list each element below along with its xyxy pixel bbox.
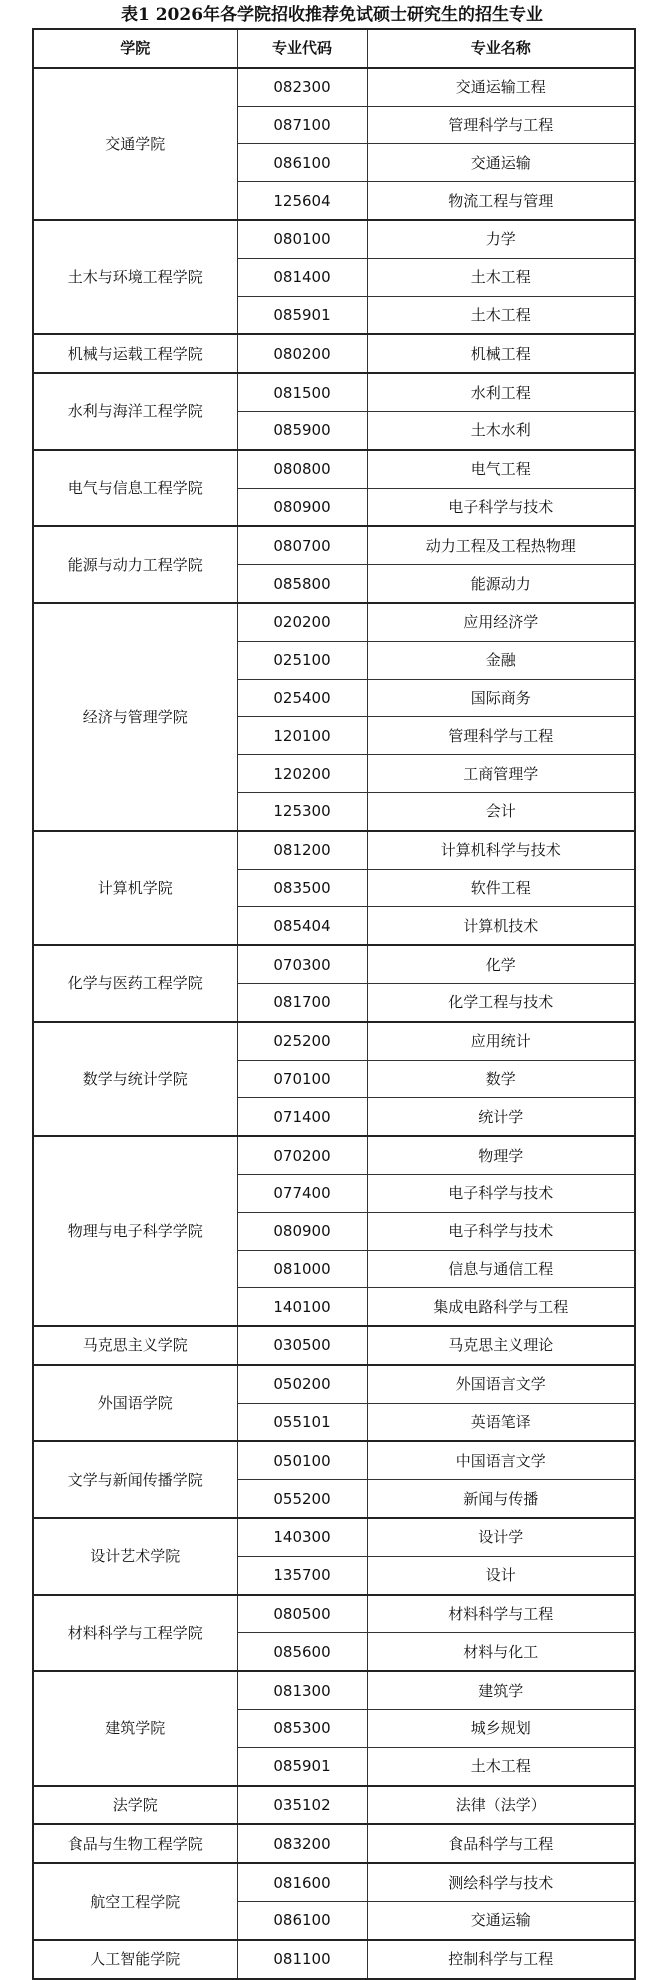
- college-cell: 水利与海洋工程学院: [33, 373, 237, 450]
- major-name-cell: 新闻与传播: [367, 1480, 635, 1518]
- major-code-cell: 071400: [237, 1098, 367, 1136]
- major-name-cell: 外国语言文学: [367, 1365, 635, 1403]
- major-name-cell: 控制科学与工程: [367, 1940, 635, 1979]
- table-row: [33, 68, 635, 106]
- header-major-name: 专业名称: [367, 29, 635, 68]
- table-row: [33, 1136, 635, 1174]
- table-title: 表1 2026年各学院招收推荐免试硕士研究生的招生专业: [120, 5, 544, 25]
- major-code-cell: 125300: [237, 792, 367, 830]
- major-name-cell: 土木工程: [367, 258, 635, 296]
- major-name-cell: 土木工程: [367, 296, 635, 334]
- major-name-cell: 数学: [367, 1060, 635, 1098]
- college-cell: 法学院: [33, 1786, 237, 1825]
- major-code-cell: 070200: [237, 1136, 367, 1174]
- major-code-cell: 086100: [237, 1902, 367, 1940]
- table-row: [33, 1671, 635, 1709]
- major-name-cell: 机械工程: [367, 334, 635, 373]
- majors-table: [32, 28, 636, 1980]
- major-name-cell: 应用统计: [367, 1022, 635, 1060]
- college-cell: 材料科学与工程学院: [33, 1595, 237, 1672]
- major-code-cell: 085901: [237, 296, 367, 334]
- major-name-cell: 化学工程与技术: [367, 983, 635, 1021]
- major-code-cell: 035102: [237, 1786, 367, 1825]
- major-name-cell: 土木工程: [367, 1747, 635, 1785]
- college-cell: 设计艺术学院: [33, 1518, 237, 1595]
- major-code-cell: 085300: [237, 1710, 367, 1748]
- college-cell: 化学与医药工程学院: [33, 945, 237, 1022]
- college-cell: 食品与生物工程学院: [33, 1824, 237, 1863]
- major-code-cell: 125604: [237, 182, 367, 220]
- table-row: [33, 1940, 635, 1979]
- table-row: [33, 1595, 635, 1633]
- major-name-cell: 软件工程: [367, 869, 635, 907]
- table-row: [33, 334, 635, 373]
- major-code-cell: 087100: [237, 106, 367, 144]
- table-row: [33, 603, 635, 641]
- table-row: [33, 1022, 635, 1060]
- major-name-cell: 动力工程及工程热物理: [367, 526, 635, 564]
- table-row: [33, 1365, 635, 1403]
- table-row: [33, 831, 635, 869]
- college-cell: 经济与管理学院: [33, 603, 237, 831]
- major-code-cell: 070100: [237, 1060, 367, 1098]
- major-code-cell: 081200: [237, 831, 367, 869]
- table-row: [33, 1326, 635, 1365]
- table-row: [33, 1863, 635, 1901]
- major-name-cell: 设计: [367, 1556, 635, 1594]
- college-cell: 土木与环境工程学院: [33, 220, 237, 334]
- major-name-cell: 水利工程: [367, 373, 635, 411]
- college-cell: 能源与动力工程学院: [33, 526, 237, 603]
- table-row: [33, 1786, 635, 1825]
- major-code-cell: 080700: [237, 526, 367, 564]
- major-code-cell: 086100: [237, 144, 367, 182]
- major-code-cell: 077400: [237, 1174, 367, 1212]
- major-code-cell: 085901: [237, 1747, 367, 1785]
- major-code-cell: 050200: [237, 1365, 367, 1403]
- college-cell: 物理与电子科学学院: [33, 1136, 237, 1326]
- major-name-cell: 交通运输: [367, 1902, 635, 1940]
- major-code-cell: 081600: [237, 1863, 367, 1901]
- college-cell: 交通学院: [33, 68, 237, 220]
- major-code-cell: 083200: [237, 1824, 367, 1863]
- major-name-cell: 建筑学: [367, 1671, 635, 1709]
- major-code-cell: 055101: [237, 1403, 367, 1441]
- major-name-cell: 电子科学与技术: [367, 1174, 635, 1212]
- major-name-cell: 管理科学与工程: [367, 106, 635, 144]
- college-cell: 航空工程学院: [33, 1863, 237, 1940]
- major-name-cell: 会计: [367, 792, 635, 830]
- header-major-code: 专业代码: [237, 29, 367, 68]
- college-cell: 电气与信息工程学院: [33, 450, 237, 527]
- header-college: 学院: [33, 29, 237, 68]
- major-name-cell: 计算机技术: [367, 907, 635, 945]
- college-cell: 机械与运载工程学院: [33, 334, 237, 373]
- table-row: [33, 526, 635, 564]
- major-code-cell: 025200: [237, 1022, 367, 1060]
- major-code-cell: 030500: [237, 1326, 367, 1365]
- major-name-cell: 电气工程: [367, 450, 635, 488]
- major-name-cell: 交通运输工程: [367, 68, 635, 106]
- table-body: [33, 68, 635, 1979]
- major-name-cell: 物理学: [367, 1136, 635, 1174]
- major-name-cell: 力学: [367, 220, 635, 258]
- header-row: [33, 29, 635, 68]
- major-name-cell: 中国语言文学: [367, 1441, 635, 1479]
- table-row: [33, 220, 635, 258]
- major-code-cell: 080800: [237, 450, 367, 488]
- major-name-cell: 土木水利: [367, 411, 635, 449]
- major-name-cell: 法律（法学）: [367, 1786, 635, 1825]
- major-code-cell: 085600: [237, 1633, 367, 1671]
- college-cell: 建筑学院: [33, 1671, 237, 1785]
- major-name-cell: 食品科学与工程: [367, 1824, 635, 1863]
- table-row: [33, 1824, 635, 1863]
- major-name-cell: 金融: [367, 641, 635, 679]
- table-row: [33, 945, 635, 983]
- major-name-cell: 交通运输: [367, 144, 635, 182]
- major-code-cell: 085800: [237, 565, 367, 603]
- table-row: [33, 373, 635, 411]
- major-name-cell: 工商管理学: [367, 755, 635, 793]
- major-name-cell: 电子科学与技术: [367, 488, 635, 526]
- major-code-cell: 120100: [237, 717, 367, 755]
- major-name-cell: 电子科学与技术: [367, 1212, 635, 1250]
- table-row: [33, 450, 635, 488]
- major-code-cell: 081500: [237, 373, 367, 411]
- major-code-cell: 025100: [237, 641, 367, 679]
- table-row: [33, 1441, 635, 1479]
- major-name-cell: 材料科学与工程: [367, 1595, 635, 1633]
- major-name-cell: 物流工程与管理: [367, 182, 635, 220]
- major-code-cell: 080100: [237, 220, 367, 258]
- major-name-cell: 应用经济学: [367, 603, 635, 641]
- major-code-cell: 085404: [237, 907, 367, 945]
- major-name-cell: 国际商务: [367, 679, 635, 717]
- major-name-cell: 马克思主义理论: [367, 1326, 635, 1365]
- college-cell: 外国语学院: [33, 1365, 237, 1442]
- major-name-cell: 测绘科学与技术: [367, 1863, 635, 1901]
- college-cell: 数学与统计学院: [33, 1022, 237, 1136]
- major-code-cell: 080900: [237, 1212, 367, 1250]
- major-code-cell: 025400: [237, 679, 367, 717]
- major-code-cell: 080500: [237, 1595, 367, 1633]
- major-code-cell: 085900: [237, 411, 367, 449]
- major-code-cell: 080200: [237, 334, 367, 373]
- major-code-cell: 081400: [237, 258, 367, 296]
- major-code-cell: 140300: [237, 1518, 367, 1556]
- major-code-cell: 081700: [237, 983, 367, 1021]
- major-code-cell: 081100: [237, 1940, 367, 1979]
- major-name-cell: 信息与通信工程: [367, 1250, 635, 1288]
- college-cell: 人工智能学院: [33, 1940, 237, 1979]
- major-code-cell: 140100: [237, 1288, 367, 1326]
- major-name-cell: 城乡规划: [367, 1710, 635, 1748]
- major-code-cell: 083500: [237, 869, 367, 907]
- major-name-cell: 英语笔译: [367, 1403, 635, 1441]
- major-name-cell: 统计学: [367, 1098, 635, 1136]
- major-name-cell: 化学: [367, 945, 635, 983]
- college-cell: 文学与新闻传播学院: [33, 1441, 237, 1518]
- major-code-cell: 081300: [237, 1671, 367, 1709]
- table-row: [33, 1518, 635, 1556]
- major-name-cell: 集成电路科学与工程: [367, 1288, 635, 1326]
- major-name-cell: 计算机科学与技术: [367, 831, 635, 869]
- major-code-cell: 050100: [237, 1441, 367, 1479]
- college-cell: 计算机学院: [33, 831, 237, 945]
- major-name-cell: 能源动力: [367, 565, 635, 603]
- major-code-cell: 070300: [237, 945, 367, 983]
- major-name-cell: 设计学: [367, 1518, 635, 1556]
- major-code-cell: 055200: [237, 1480, 367, 1518]
- major-name-cell: 管理科学与工程: [367, 717, 635, 755]
- major-code-cell: 020200: [237, 603, 367, 641]
- major-code-cell: 135700: [237, 1556, 367, 1594]
- major-code-cell: 080900: [237, 488, 367, 526]
- major-name-cell: 材料与化工: [367, 1633, 635, 1671]
- major-code-cell: 120200: [237, 755, 367, 793]
- major-code-cell: 081000: [237, 1250, 367, 1288]
- college-cell: 马克思主义学院: [33, 1326, 237, 1365]
- major-code-cell: 082300: [237, 68, 367, 106]
